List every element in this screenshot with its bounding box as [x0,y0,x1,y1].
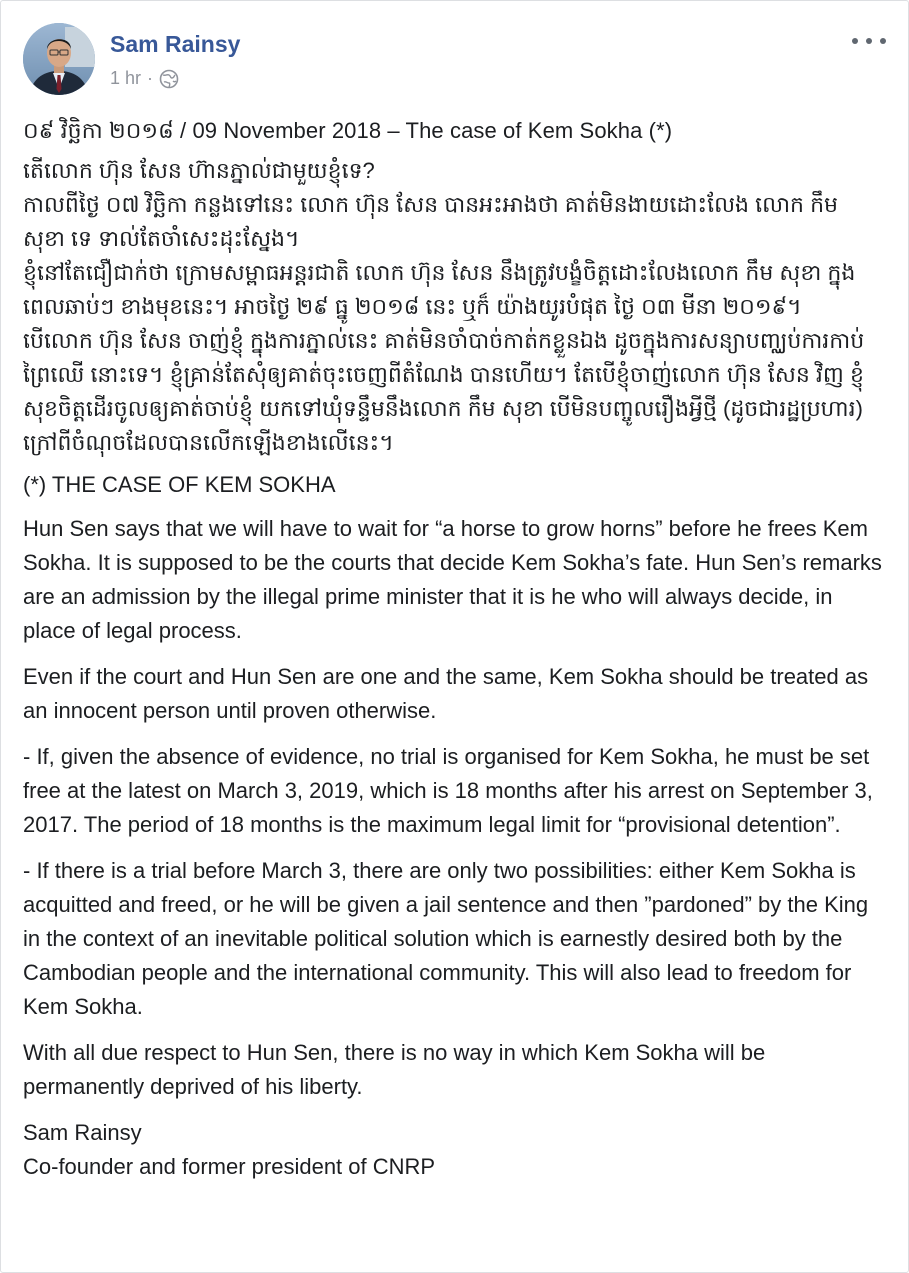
body-paragraph: With all due respect to Hun Sen, there is no way in which Kem Sokha will be permanently deprived of his liberty. [23,1040,766,1099]
post-body [23,114,883,1184]
meta-separator: · [147,68,154,88]
post-meta [110,68,179,89]
body-paragraph: - If there is a trial before March 3, there are only two possibilities: either Kem Sokha is acquitted and freed, or he will be given a jail sentence and then ”pardoned” by the King in the context of an inevitable political solution which is earnestly desired both by the Cambodian people and the international community. This will also lead to freedom for Kem Sokha. [23,858,869,1019]
section-title: (*) THE CASE OF KEM SOKHA [23,472,336,497]
more-dot [880,38,886,44]
body-paragraph: - If, given the absence of evidence, no trial is organised for Kem Sokha, he must be set free at the latest on March 3, 2019, which is 18 months after his arrest on September 3, 2017. The period of 18 months is the maximum legal limit for “provisional detention”. [23,744,873,837]
author-avatar[interactable] [23,23,95,95]
body-paragraph: Hun Sen says that we will have to wait for “a horse to grow horns” before he frees Kem Sokha. It is supposed to be the courts that decide Kem Sokha’s fate. Hun Sen’s remarks are an admission by the illegal prime minister that it is he who will always decide, in place of legal process. [23,516,882,643]
post-timestamp[interactable]: 1 hr [110,68,142,88]
globe-icon[interactable] [159,69,179,89]
more-dot [866,38,872,44]
khmer-paragraph: តើលោក ហ៊ុន សែន ហ៊ានភ្នាល់ជាមួយខ្ញុំទេ? កាលពីថ្ងៃ ០៧ វិច្ឆិកា កន្លងទៅនេះ លោក ហ៊ុន សែន បានអះអាងថា គាត់មិនងាយដោះលែង លោក កឹម សុខា ទេ ទាល់តែចាំសេះដុះស្នែង។ ខ្ញុំនៅតែជឿជាក់ថា ក្រោមសម្ពាធអន្តរជាតិ លោក ហ៊ុន សែន នឹងត្រូវបង្ខំចិត្តដោះលែងលោក កឹម សុខា ក្នុងពេលឆាប់ៗ ខាងមុខនេះ។ អាចថ្ងៃ ២៩ ធ្នូ ២០១៨ នេះ ឬក៏ យ៉ាងយូរបំផុត ថ្ងៃ ០៣ មីនា ២០១៩។ បើលោក ហ៊ុន សែន ចាញ់ខ្ញុំ ក្នុងការភ្នាល់នេះ គាត់មិនចាំបាច់កាត់កខ្លួនឯង ដូចក្នុងការសន្យាបញ្ឈប់ការកាប់ព្រៃឈើ នោះទេ។ ខ្ញុំគ្រាន់តែសុំឲ្យគាត់ចុះចេញពីតំណែង បានហើយ។ តែបើខ្ញុំចាញ់លោក ហ៊ុន សែន វិញ ខ្ញុំសុខចិត្តដើរចូលឲ្យគាត់ចាប់ខ្ញុំ យកទៅឃុំទន្ទឹមនឹងលោក កឹម សុខា បើមិនបញ្ចូលរឿងអ្វីថ្មី (ដូចជារដ្ឋប្រហារ) ក្រៅពីចំណុចដែលបានលើកឡើងខាងលើនេះ។ [23,158,865,455]
body-paragraph: Even if the court and Hun Sen are one and the same, Kem Sokha should be treated as an innocent person until proven otherwise. [23,664,869,723]
avatar-photo [23,23,95,95]
post-header [23,23,886,99]
post-title-line: ០៩ វិច្ឆិកា ២០១៨ / 09 November 2018 – The case of Kem Sokha (*) [23,118,673,143]
author-name-link[interactable]: Sam Rainsy [110,31,241,57]
more-options-icon[interactable] [852,31,886,51]
more-dot [852,38,858,44]
signature-name: Sam Rainsy [23,1120,142,1145]
signature-title: Co-founder and former president of CNRP [23,1154,436,1179]
